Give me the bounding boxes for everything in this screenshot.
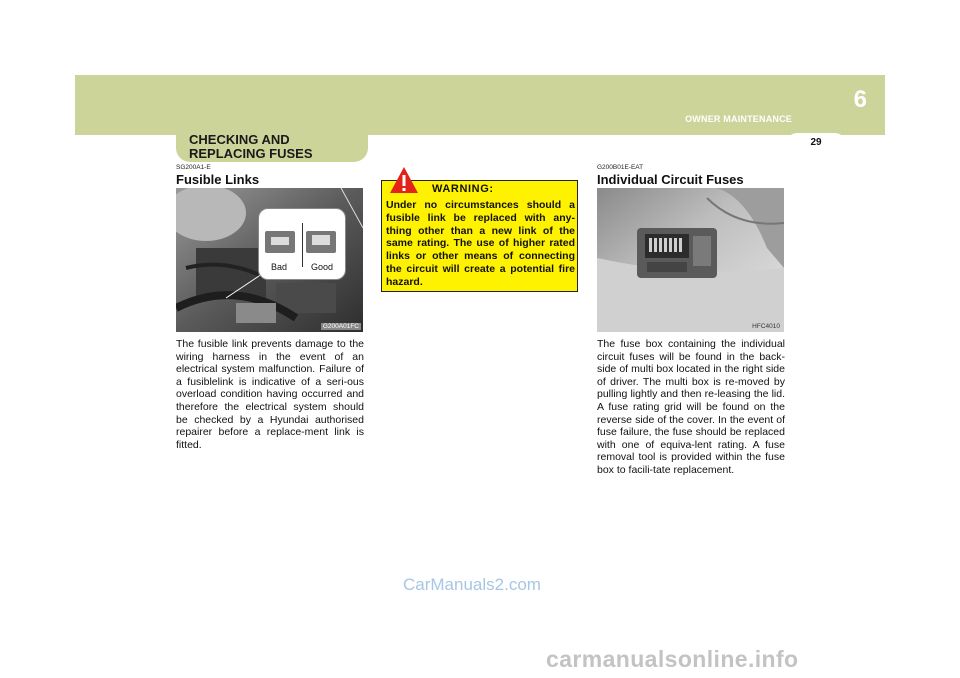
watermark-carmanualsonline: carmanualsonline.info [546,646,799,672]
right-section-code: G200B01E-EAT [597,164,644,171]
header-band [75,75,885,135]
section-title: CHECKING AND REPLACING FUSES [189,132,313,161]
fuse-box-image [597,188,784,332]
fusible-links-body: The fusible link prevents damage to the wiring harness in the event of an electrical system malfunction. Failure of a fusiblelink is indicative of a seri-ous overload condition having occurred and therefore the electrical system should be checked by a Hyundai authorised repairer before a replace-ment link is fitted. [176,338,364,451]
figure-code: G200A01FC [322,323,359,330]
fusible-links-heading: Fusible Links [176,172,260,187]
left-section-code: SG200A1-E [176,164,211,171]
bad-fuse-icon [265,231,295,253]
chapter-name: OWNER MAINTENANCE [685,114,792,124]
fuse-box-photo [597,188,784,332]
inset-divider [302,223,303,267]
good-label: Good [311,262,334,272]
good-fuse-icon [306,231,336,253]
individual-fuses-body: The fuse box containing the individual circuit fuses will be found in the back-side of multi box located in the right side of driver. The multi box is re-moved by pulling lightly and then re-leasing the lid. A fuse rating grid will be found on the reverse side of the cover. In the event of fuse failure, the fuse should be replaced with one of equiva-lent rating. A fuse removal tool is provided within the fuse box to facili-tate replacement. [597,338,785,476]
page-number: 29 [787,133,845,153]
warning-text: Under no circumstances should a fusible link be replaced with any-thing other than a new link of the same rating. The use of higher rated links or other means of connecting the circuit will create a potential fire hazard. [386,199,575,288]
warning-heading: WARNING: [432,183,494,195]
warning-triangle-icon [389,166,419,194]
chapter-number: 6 [853,86,867,113]
fusible-links-photo [176,188,363,332]
individual-fuses-heading: Individual Circuit Fuses [597,172,744,187]
fusible-link-inset [258,208,346,280]
bad-label: Bad [271,262,288,272]
watermark-carmanuals2: CarManuals2.com [403,575,541,594]
figure-code: HFC4010 [752,323,780,330]
